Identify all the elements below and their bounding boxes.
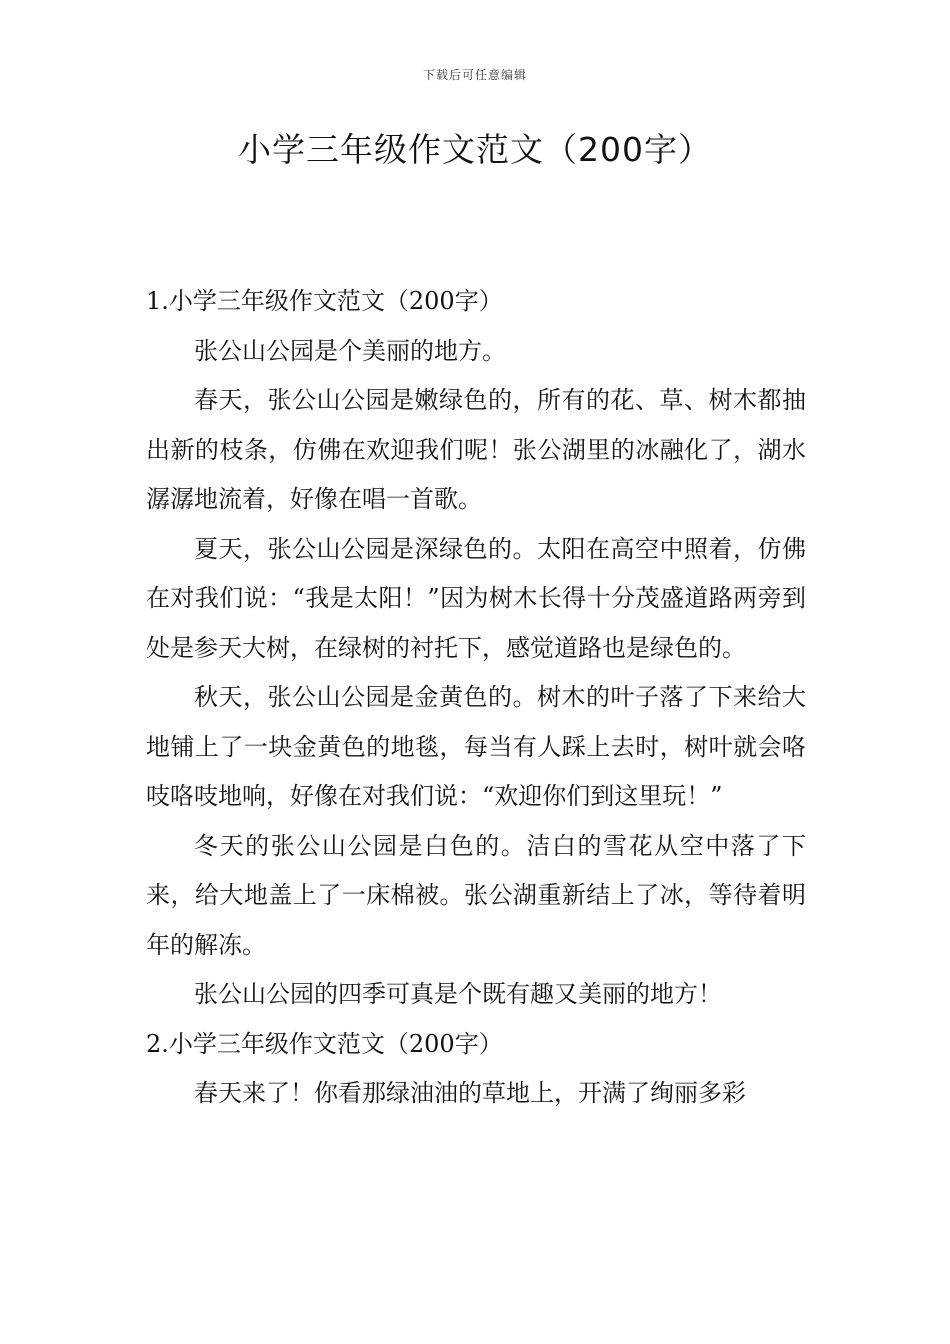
paragraph: 冬天的张公山公园是白色的。洁白的雪花从空中落了下来，给大地盖上了一床棉被。张公湖重新结上了冰，等待着明年的解冻。: [146, 831, 806, 959]
paragraph: 张公山公园的四季可真是个既有趣又美丽的地方！: [194, 980, 722, 1008]
paragraph: 春天来了！你看那绿油油的草地上，开满了绚丽多彩: [194, 1079, 746, 1107]
document-title: 小学三年级作文范文（200字）: [238, 130, 712, 169]
header-note: 下载后可任意编辑: [422, 68, 527, 82]
paragraph: 春天，张公山公园是嫩绿色的，所有的花、草、树木都抽出新的枝条，仿佛在欢迎我们呢！张公湖里的冰融化了，湖水潺潺地流着，好像在唱一首歌。: [146, 386, 806, 513]
document-body: [146, 277, 806, 1119]
section-heading-2: 2.小学三年级作文范文（200字）: [146, 1029, 503, 1058]
paragraph: 夏天，张公山公园是深绿色的。太阳在高空中照着，仿佛在对我们说：“我是太阳！”因为树木长得十分茂盛道路两旁到处是参天大树，在绿树的衬托下，感觉道路也是绿色的。: [146, 534, 806, 662]
paragraph: 秋天，张公山公园是金黄色的。树木的叶子落了下来给大地铺上了一块金黄色的地毯，每当有人踩上去时，树叶就会咯吱咯吱地响，好像在对我们说：“欢迎你们到这里玩！”: [146, 683, 806, 810]
section-heading-1: 1.小学三年级作文范文（200字）: [146, 287, 503, 315]
paragraph: 张公山公园是个美丽的地方。: [194, 336, 506, 365]
